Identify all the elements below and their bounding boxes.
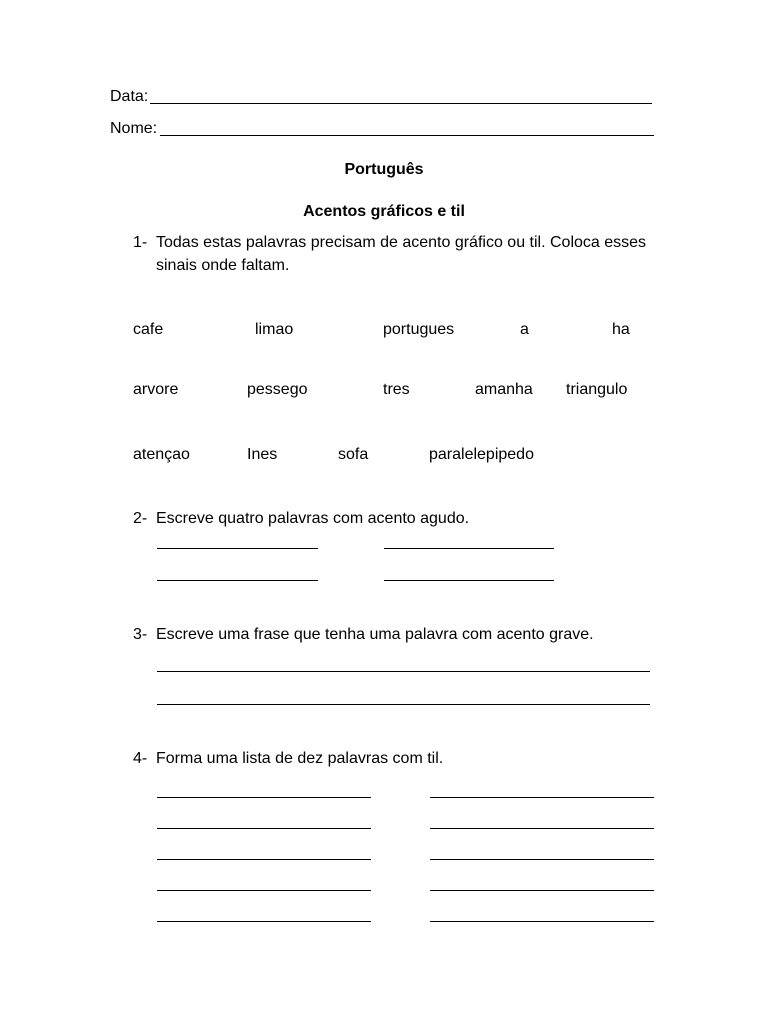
answer-line[interactable] [157, 921, 371, 922]
answer-line[interactable] [157, 704, 650, 705]
answer-line[interactable] [157, 671, 650, 672]
question-4-text: Forma uma lista de dez palavras com til. [156, 750, 444, 767]
question-2-text: Escreve quatro palavras com acento agudo. [156, 510, 470, 527]
word-a: a [520, 321, 529, 338]
worksheet-title: Acentos gráficos e til [303, 203, 465, 220]
answer-line[interactable] [430, 859, 654, 860]
name-label: Nome: [110, 120, 158, 137]
answer-line[interactable] [430, 828, 654, 829]
date-label: Data: [110, 88, 149, 105]
date-input-line[interactable] [150, 103, 652, 104]
answer-line[interactable] [157, 828, 371, 829]
word-pessego: pessego [247, 381, 308, 398]
word-tres: tres [383, 381, 410, 398]
answer-line[interactable] [157, 859, 371, 860]
question-1-text-line2: sinais onde faltam. [156, 257, 290, 274]
answer-line[interactable] [430, 921, 654, 922]
question-3-text: Escreve uma frase que tenha uma palavra com acento grave. [156, 626, 594, 643]
answer-line[interactable] [384, 580, 554, 581]
answer-line[interactable] [430, 890, 654, 891]
answer-line[interactable] [157, 797, 371, 798]
word-triangulo: triangulo [566, 381, 628, 398]
answer-line[interactable] [157, 580, 318, 581]
answer-line[interactable] [157, 548, 318, 549]
word-sofa: sofa [338, 446, 369, 463]
answer-line[interactable] [157, 890, 371, 891]
word-ha: ha [612, 321, 630, 338]
answer-line[interactable] [384, 548, 554, 549]
word-paralelepipedo: paralelepipedo [429, 446, 534, 463]
question-2-number: 2- [133, 510, 148, 527]
question-1-text-line1: Todas estas palavras precisam de acento gráfico ou til. Coloca esses [156, 234, 647, 251]
word-arvore: arvore [133, 381, 179, 398]
word-amanha: amanha [475, 381, 533, 398]
answer-line[interactable] [430, 797, 654, 798]
word-atencao: atençao [133, 446, 190, 463]
word-cafe: cafe [133, 321, 164, 338]
word-limao: limao [255, 321, 294, 338]
question-4-number: 4- [133, 750, 148, 767]
word-ines: Ines [247, 446, 278, 463]
question-3-number: 3- [133, 626, 148, 643]
question-1-number: 1- [133, 234, 148, 251]
subject-heading: Português [344, 161, 424, 178]
word-portugues: portugues [383, 321, 455, 338]
name-input-line[interactable] [160, 135, 654, 136]
